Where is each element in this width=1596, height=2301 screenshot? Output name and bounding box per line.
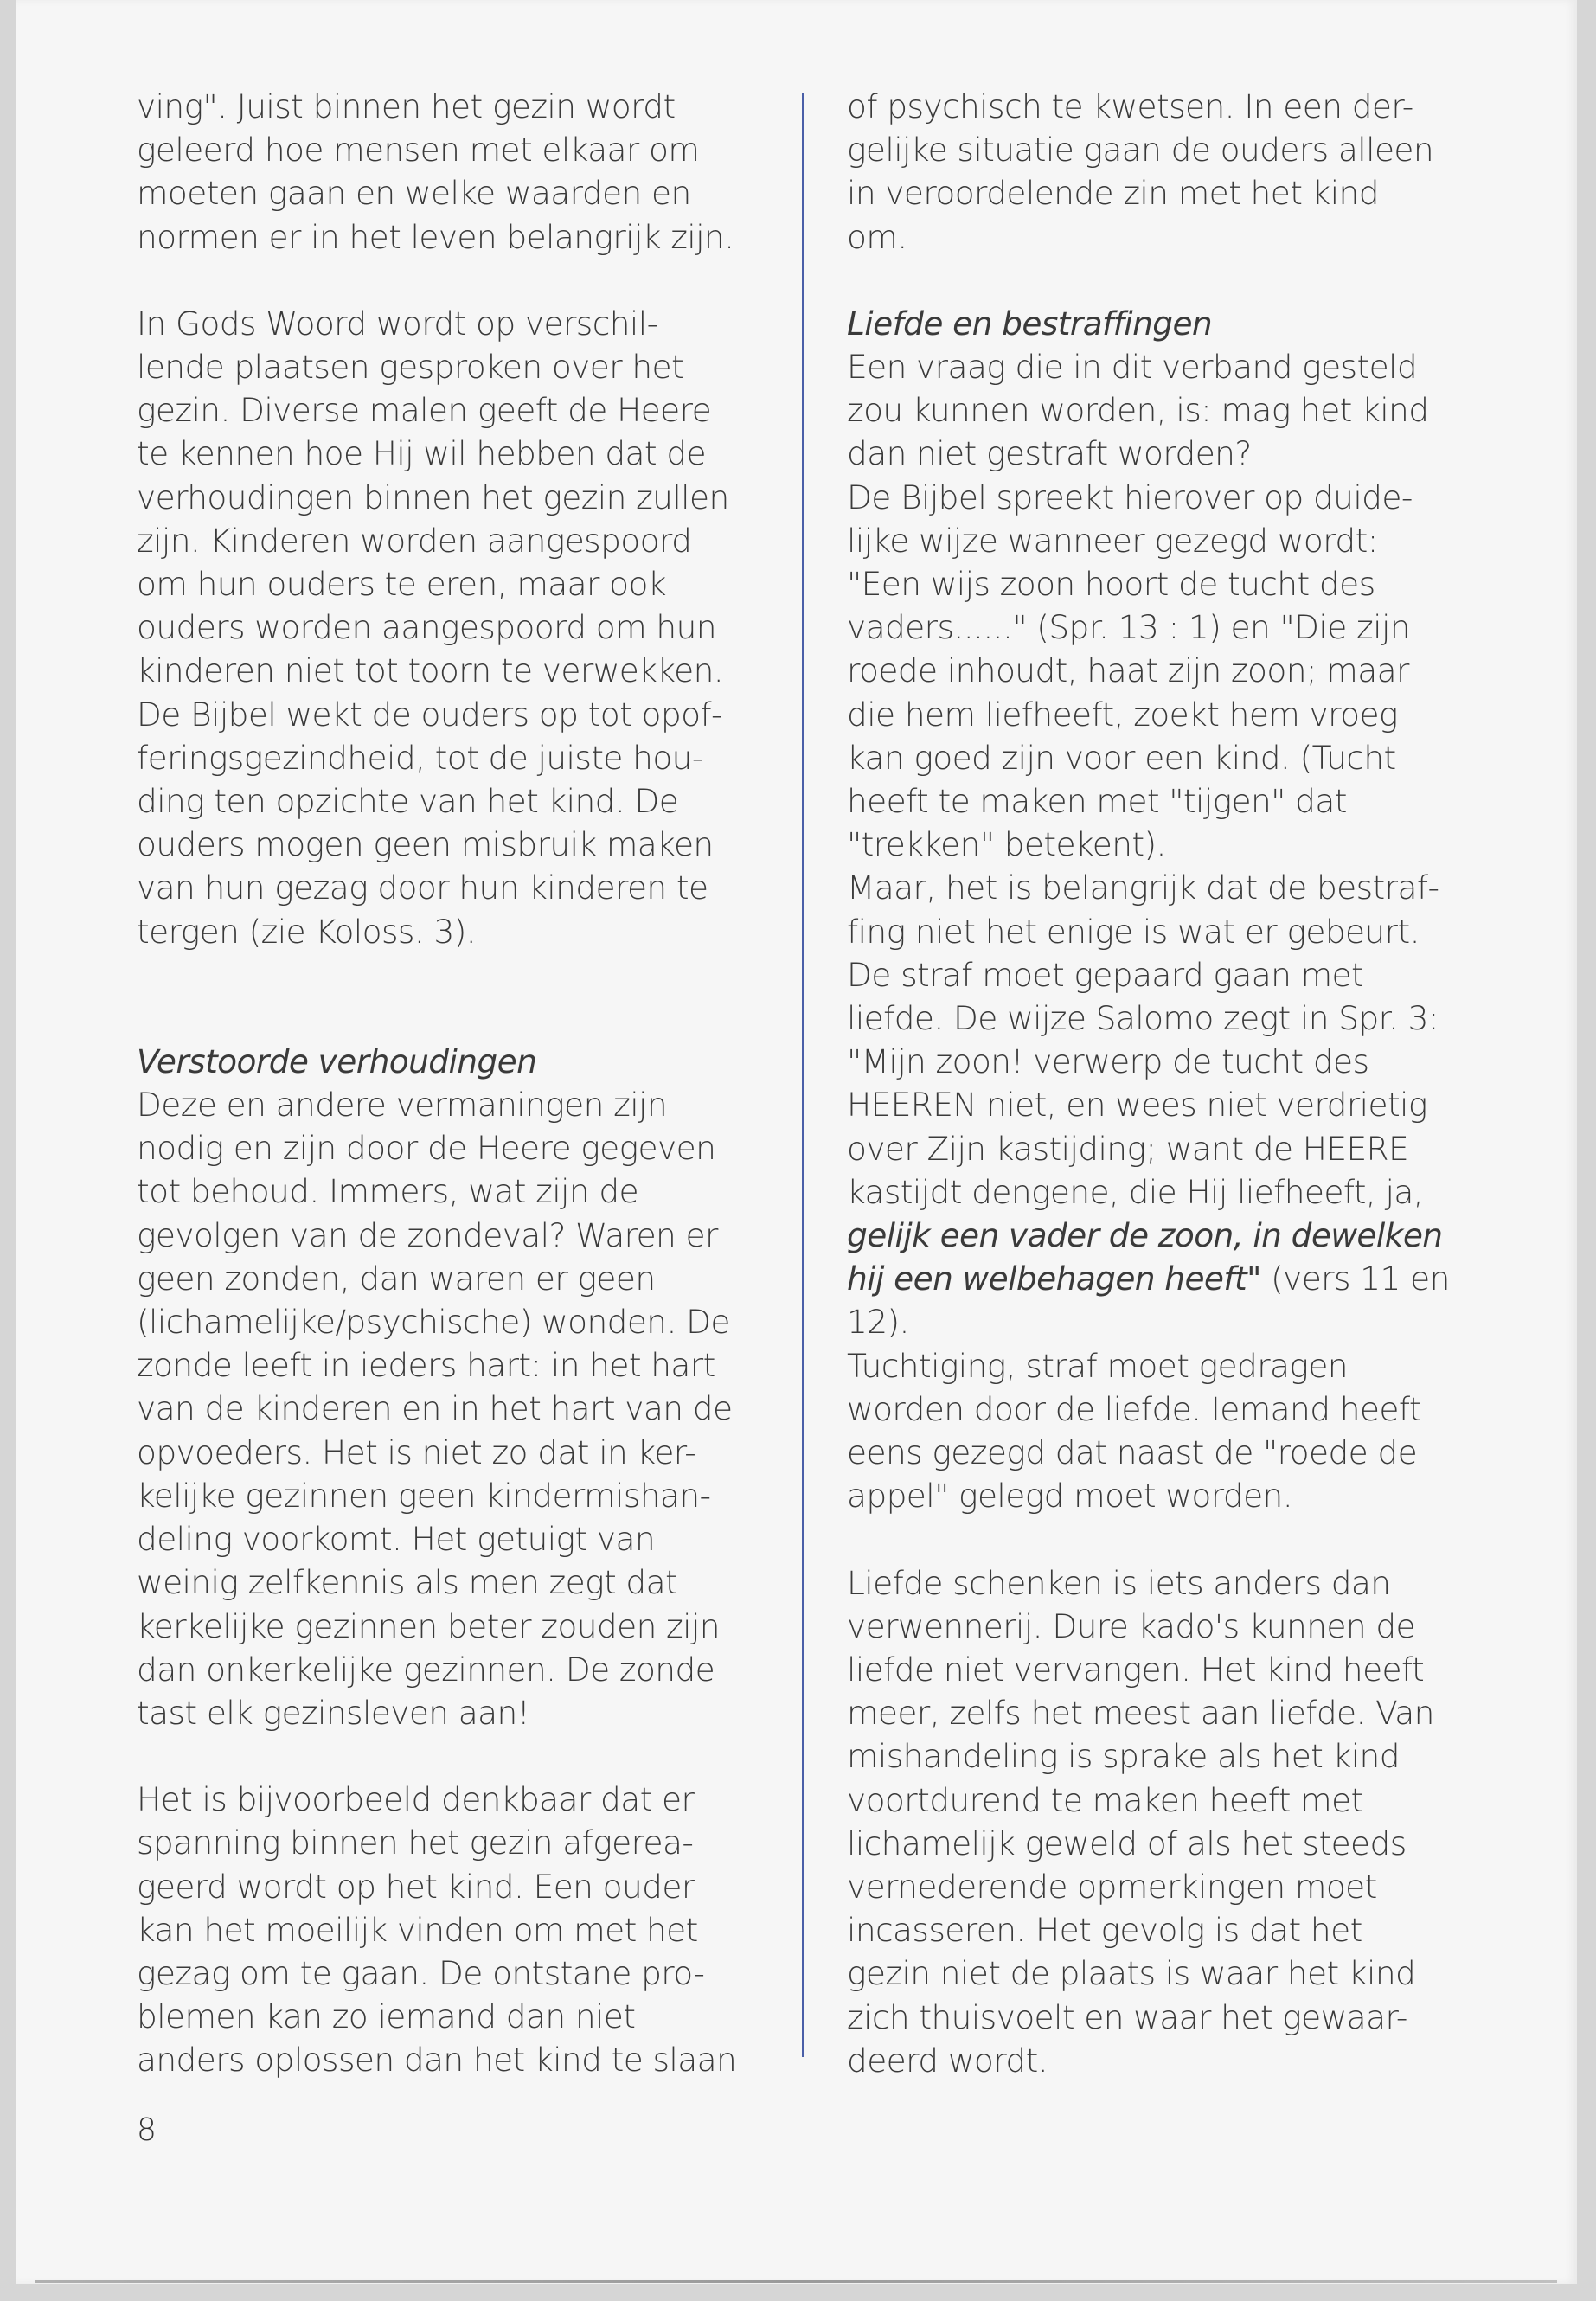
left-paragraph-4: Het is bijvoorbeeld denkbaar dat er spanning binnen het gezin afgerea- geerd wordt op het kind. Een ouder kan het moeilijk vinden om met het gezag om te gaan. De ontstane pro- blemen kan zo iemand dan niet anders oplossen dan het kind te slaan [137, 1780, 737, 2080]
right-paragraph-4: Liefde schenken is iets anders dan verwennerij. Dure kado's kunnen de liefde niet vervangen. Het kind heeft meer, zelfs het meest aan liefde. Van mishandeling is sprake als het kind voortdurend te maken heeft met lichamelijk geweld of als het steeds vernederende opmerkingen moet incasseren. Het gevolg is dat het gezin niet de plaats is waar het kind zich thuisvoelt en waar het gewaar- deerd wordt. [847, 1563, 1434, 2080]
section-heading-verstoorde-verhoudingen: Verstoorde verhoudingen [137, 1042, 537, 1080]
right-paragraph-3: Tuchtiging, straf moet gedragen worden door de liefde. Iemand heeft eens gezegd dat naast de "roede de appel" gelegd moet worden. [847, 1346, 1421, 1516]
section-heading-liefde-en-bestraffingen: Liefde en bestraffingen [847, 304, 1213, 343]
page [16, 0, 1577, 2284]
right-paragraph-2 [847, 345, 1470, 1344]
left-paragraph-2: In Gods Woord wordt op verschil- lende plaatsen gesproken over het gezin. Diverse malen geeft de Heere te kennen hoe Hij wil hebben dat de verhoudingen binnen het gezin zullen zijn. Kinderen worden aangespoord om hun ouders te eren, maar ook ouders worden aangespoord om hun kinderen niet tot toorn te verwekken. De Bijbel wekt de ouders op tot opof- feringsgezindheid, tot de juiste hou- ding ten opzichte van het kind. De ouders mogen geen misbruik maken van hun gezag door hun kinderen te tergen (zie Koloss. 3). [137, 304, 729, 951]
left-column [137, 85, 755, 2082]
right-paragraph-2-quote: gelijk een vader de zoon, in dewelken hij een welbehagen heeft" [847, 1216, 1443, 1298]
right-column [847, 85, 1470, 2082]
left-paragraph-1: ving". Juist binnen het gezin wordt geleerd hoe mensen met elkaar om moeten gaan en welke waarden en normen er in het leven belangrijk zijn. [137, 87, 734, 256]
scan-bottom-edge [35, 2280, 1557, 2283]
page-number: 8 [137, 2112, 157, 2148]
right-paragraph-2-tail: (vers 11 en 12). [847, 1259, 1450, 1342]
column-divider [802, 93, 804, 2057]
right-paragraph-1: of psychisch te kwetsen. In een der- gelijke situatie gaan de ouders alleen in veroordelende zin met het kind om. [847, 87, 1434, 256]
left-paragraph-3: Deze en andere vermaningen zijn nodig en zijn door de Heere gegeven tot behoud. Immers, wat zijn de gevolgen van de zondeval? Waren er geen zonden, dan waren er geen (lichamelijke/psychische) wonden. De zonde leeft in ieders hart: in het hart van de kinderen en in het hart van de opvoeders. Het is niet zo dat in ker- kelijke gezinnen geen kindermishan- deling voorkomt. Het getuigt van weinig zelfkennis als men zegt dat kerkelijke gezinnen beter zouden zijn dan onkerkelijke gezinnen. De zonde tast elk gezinsleven aan! [137, 1086, 733, 1732]
right-paragraph-2-text: Een vraag die in dit verband gesteld zou kunnen worden, is: mag het kind dan niet gestraft worden? De Bijbel spreekt hierover op duide- lijke wijze wanneer gezegd wordt: "Een wijs zoon hoort de tucht des vaders......" (Spr. 13 : 1) en "Die zijn roede inhoudt, haat zijn zoon; maar die hem liefheeft, zoekt hem vroeg kan goed zijn voor een kind. (Tucht heeft te maken met "tijgen" dat "trekken" betekent). Maar, het is belangrijk dat de bestraf- fing niet het enige is wat er gebeurt. De straf moet gepaard gaan met liefde. De wijze Salomo zegt in Spr. 3: "Mijn zoon! verwerp de tucht des HEEREN niet, en wees niet verdrietig over Zijn kastijding; want de HEERE kastijdt dengene, die Hij liefheeft, ja, [847, 348, 1439, 1211]
